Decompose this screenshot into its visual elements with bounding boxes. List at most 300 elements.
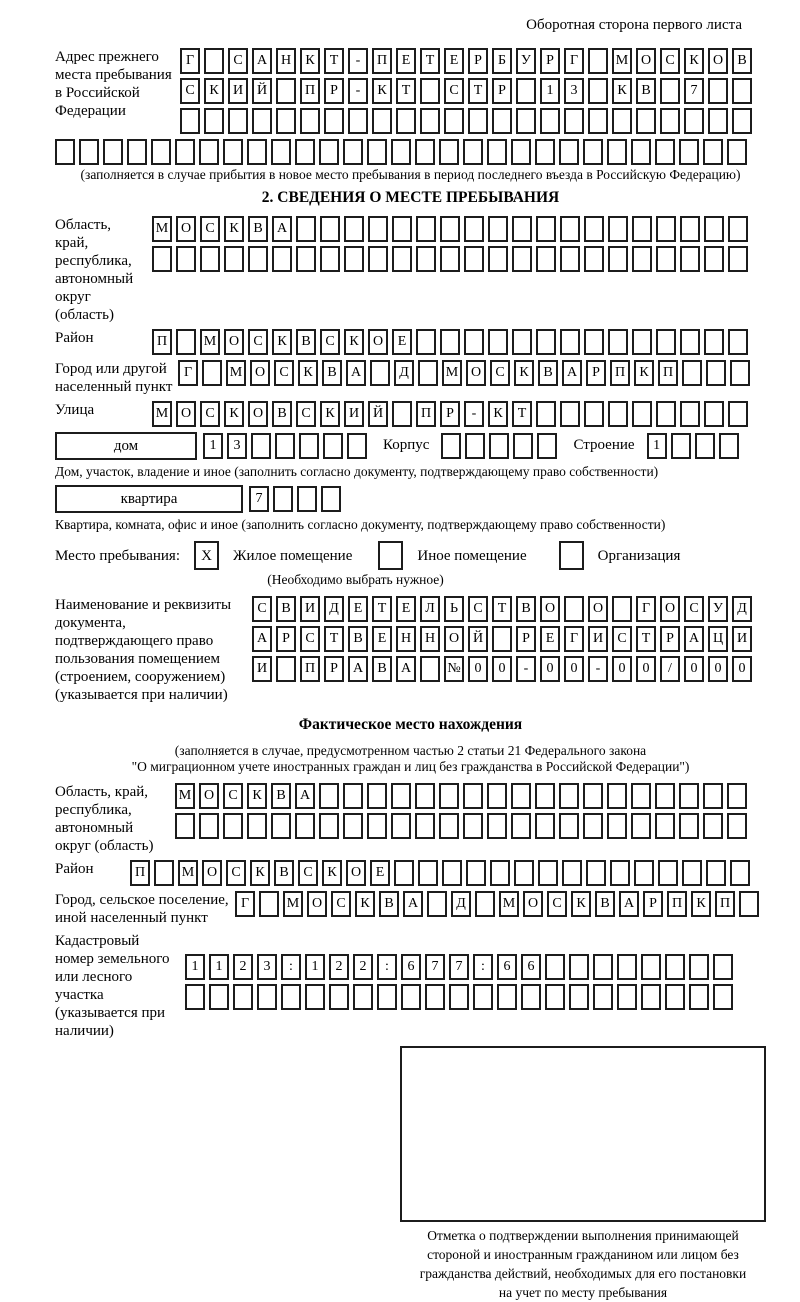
char-box[interactable]: [103, 139, 123, 165]
char-box[interactable]: [535, 783, 555, 809]
char-box[interactable]: [442, 860, 462, 886]
checkbox-zhiloe[interactable]: X: [194, 541, 219, 570]
char-box[interactable]: [564, 596, 584, 622]
char-box[interactable]: [391, 813, 411, 839]
char-box[interactable]: М: [226, 360, 246, 386]
char-box[interactable]: О: [444, 626, 464, 652]
char-box[interactable]: 2: [353, 954, 373, 980]
char-box[interactable]: В: [274, 860, 294, 886]
char-box[interactable]: :: [473, 954, 493, 980]
char-box[interactable]: К: [355, 891, 375, 917]
char-box[interactable]: [473, 984, 493, 1010]
char-box[interactable]: В: [322, 360, 342, 386]
char-box[interactable]: [367, 783, 387, 809]
char-box[interactable]: [511, 139, 531, 165]
char-box[interactable]: [679, 813, 699, 839]
char-box[interactable]: О: [250, 360, 270, 386]
char-box[interactable]: [475, 891, 495, 917]
char-box[interactable]: К: [322, 860, 342, 886]
char-box[interactable]: [608, 329, 628, 355]
char-box[interactable]: С: [274, 360, 294, 386]
char-box[interactable]: Е: [396, 48, 416, 74]
char-box[interactable]: [560, 329, 580, 355]
char-box[interactable]: И: [300, 596, 320, 622]
char-box[interactable]: [708, 78, 728, 104]
char-box[interactable]: В: [595, 891, 615, 917]
char-box[interactable]: П: [300, 78, 320, 104]
char-box[interactable]: [465, 433, 485, 459]
char-box[interactable]: 7: [425, 954, 445, 980]
char-box[interactable]: Т: [636, 626, 656, 652]
char-box[interactable]: С: [490, 360, 510, 386]
char-box[interactable]: [427, 891, 447, 917]
char-box[interactable]: [703, 813, 723, 839]
char-box[interactable]: [730, 860, 750, 886]
char-box[interactable]: О: [708, 48, 728, 74]
char-box[interactable]: [464, 329, 484, 355]
char-box[interactable]: К: [684, 48, 704, 74]
char-box[interactable]: [559, 783, 579, 809]
char-box[interactable]: [223, 139, 243, 165]
char-box[interactable]: [584, 401, 604, 427]
char-box[interactable]: №: [444, 656, 464, 682]
char-box[interactable]: [610, 860, 630, 886]
char-box[interactable]: [536, 401, 556, 427]
char-box[interactable]: [497, 984, 517, 1010]
char-box[interactable]: [492, 108, 512, 134]
char-box[interactable]: 0: [708, 656, 728, 682]
char-box[interactable]: [636, 108, 656, 134]
char-box[interactable]: [569, 984, 589, 1010]
char-box[interactable]: [271, 139, 291, 165]
char-box[interactable]: С: [300, 626, 320, 652]
char-box[interactable]: [200, 246, 220, 272]
char-box[interactable]: [416, 216, 436, 242]
char-box[interactable]: [55, 139, 75, 165]
char-box[interactable]: 3: [564, 78, 584, 104]
char-box[interactable]: [248, 246, 268, 272]
char-box[interactable]: [632, 216, 652, 242]
char-box[interactable]: П: [715, 891, 735, 917]
char-box[interactable]: Р: [586, 360, 606, 386]
char-box[interactable]: [176, 329, 196, 355]
char-box[interactable]: [703, 139, 723, 165]
char-box[interactable]: И: [228, 78, 248, 104]
char-box[interactable]: [259, 891, 279, 917]
char-box[interactable]: К: [571, 891, 591, 917]
char-box[interactable]: Е: [370, 860, 390, 886]
char-box[interactable]: [728, 246, 748, 272]
char-box[interactable]: [514, 860, 534, 886]
char-box[interactable]: А: [346, 360, 366, 386]
char-box[interactable]: Д: [394, 360, 414, 386]
char-box[interactable]: Т: [468, 78, 488, 104]
char-box[interactable]: [252, 108, 272, 134]
char-box[interactable]: [449, 984, 469, 1010]
char-box[interactable]: П: [152, 329, 172, 355]
char-box[interactable]: [704, 216, 724, 242]
char-box[interactable]: [559, 139, 579, 165]
char-box[interactable]: П: [416, 401, 436, 427]
char-box[interactable]: С: [226, 860, 246, 886]
char-box[interactable]: М: [178, 860, 198, 886]
char-box[interactable]: [425, 984, 445, 1010]
char-box[interactable]: [584, 329, 604, 355]
char-box[interactable]: П: [130, 860, 150, 886]
char-box[interactable]: Б: [492, 48, 512, 74]
char-box[interactable]: [348, 108, 368, 134]
char-box[interactable]: К: [247, 783, 267, 809]
char-box[interactable]: /: [660, 656, 680, 682]
char-box[interactable]: [344, 246, 364, 272]
char-box[interactable]: [344, 216, 364, 242]
char-box[interactable]: [490, 860, 510, 886]
char-box[interactable]: [353, 984, 373, 1010]
char-box[interactable]: И: [344, 401, 364, 427]
char-box[interactable]: О: [636, 48, 656, 74]
char-box[interactable]: [257, 984, 277, 1010]
char-box[interactable]: [608, 246, 628, 272]
char-box[interactable]: [634, 860, 654, 886]
char-box[interactable]: Е: [392, 329, 412, 355]
char-box[interactable]: 1: [647, 433, 667, 459]
char-box[interactable]: [228, 108, 248, 134]
char-box[interactable]: [535, 813, 555, 839]
char-box[interactable]: [416, 246, 436, 272]
char-box[interactable]: Т: [420, 48, 440, 74]
char-box[interactable]: [329, 984, 349, 1010]
char-box[interactable]: [464, 216, 484, 242]
char-box[interactable]: [656, 216, 676, 242]
char-box[interactable]: А: [252, 48, 272, 74]
char-box[interactable]: В: [272, 401, 292, 427]
char-box[interactable]: К: [612, 78, 632, 104]
char-box[interactable]: Й: [468, 626, 488, 652]
char-box[interactable]: С: [331, 891, 351, 917]
char-box[interactable]: [612, 108, 632, 134]
char-box[interactable]: В: [276, 596, 296, 622]
char-box[interactable]: Л: [420, 596, 440, 622]
char-box[interactable]: [512, 329, 532, 355]
char-box[interactable]: [487, 813, 507, 839]
char-box[interactable]: [175, 813, 195, 839]
char-box[interactable]: К: [250, 860, 270, 886]
char-box[interactable]: [631, 139, 651, 165]
char-box[interactable]: С: [612, 626, 632, 652]
char-box[interactable]: [463, 783, 483, 809]
char-box[interactable]: У: [708, 596, 728, 622]
char-box[interactable]: [127, 139, 147, 165]
char-box[interactable]: [324, 108, 344, 134]
char-box[interactable]: [275, 433, 295, 459]
char-box[interactable]: [368, 246, 388, 272]
char-box[interactable]: -: [464, 401, 484, 427]
char-box[interactable]: П: [667, 891, 687, 917]
char-box[interactable]: [607, 139, 627, 165]
char-box[interactable]: [154, 860, 174, 886]
char-box[interactable]: К: [204, 78, 224, 104]
char-box[interactable]: О: [346, 860, 366, 886]
char-box[interactable]: [185, 984, 205, 1010]
char-box[interactable]: [271, 813, 291, 839]
char-box[interactable]: Г: [180, 48, 200, 74]
char-box[interactable]: [276, 78, 296, 104]
char-box[interactable]: [632, 401, 652, 427]
char-box[interactable]: [420, 78, 440, 104]
char-box[interactable]: [562, 860, 582, 886]
char-box[interactable]: К: [320, 401, 340, 427]
checkbox-organizatsiya[interactable]: [559, 541, 584, 570]
char-box[interactable]: Р: [660, 626, 680, 652]
char-box[interactable]: [513, 433, 533, 459]
char-box[interactable]: Г: [178, 360, 198, 386]
char-box[interactable]: В: [348, 626, 368, 652]
char-box[interactable]: 6: [521, 954, 541, 980]
char-box[interactable]: Д: [324, 596, 344, 622]
char-box[interactable]: [739, 891, 759, 917]
char-box[interactable]: :: [377, 954, 397, 980]
char-box[interactable]: Ц: [708, 626, 728, 652]
char-box[interactable]: [607, 813, 627, 839]
char-box[interactable]: К: [372, 78, 392, 104]
char-box[interactable]: М: [152, 216, 172, 242]
char-box[interactable]: В: [296, 329, 316, 355]
char-box[interactable]: [392, 216, 412, 242]
char-box[interactable]: [251, 433, 271, 459]
char-box[interactable]: [655, 813, 675, 839]
char-box[interactable]: [727, 139, 747, 165]
char-box[interactable]: [377, 984, 397, 1010]
char-box[interactable]: [631, 813, 651, 839]
char-box[interactable]: [511, 783, 531, 809]
char-box[interactable]: [305, 984, 325, 1010]
char-box[interactable]: -: [588, 656, 608, 682]
char-box[interactable]: Р: [440, 401, 460, 427]
char-box[interactable]: Н: [276, 48, 296, 74]
char-box[interactable]: [679, 783, 699, 809]
char-box[interactable]: [368, 216, 388, 242]
char-box[interactable]: Т: [512, 401, 532, 427]
char-box[interactable]: П: [300, 656, 320, 682]
char-box[interactable]: О: [176, 401, 196, 427]
char-box[interactable]: [233, 984, 253, 1010]
char-box[interactable]: [665, 984, 685, 1010]
char-box[interactable]: [584, 246, 604, 272]
char-box[interactable]: [152, 246, 172, 272]
char-box[interactable]: [713, 954, 733, 980]
char-box[interactable]: 0: [684, 656, 704, 682]
char-box[interactable]: В: [379, 891, 399, 917]
char-box[interactable]: [415, 813, 435, 839]
char-box[interactable]: 2: [233, 954, 253, 980]
char-box[interactable]: [295, 813, 315, 839]
char-box[interactable]: [296, 216, 316, 242]
char-box[interactable]: Р: [468, 48, 488, 74]
char-box[interactable]: [704, 329, 724, 355]
char-box[interactable]: [560, 216, 580, 242]
char-box[interactable]: [391, 783, 411, 809]
char-box[interactable]: А: [396, 656, 416, 682]
char-box[interactable]: Р: [492, 78, 512, 104]
char-box[interactable]: [535, 139, 555, 165]
char-box[interactable]: [295, 139, 315, 165]
char-box[interactable]: К: [488, 401, 508, 427]
char-box[interactable]: В: [538, 360, 558, 386]
char-box[interactable]: [247, 139, 267, 165]
char-box[interactable]: [299, 433, 319, 459]
char-box[interactable]: Р: [540, 48, 560, 74]
char-box[interactable]: О: [202, 860, 222, 886]
char-box[interactable]: [276, 656, 296, 682]
char-box[interactable]: [272, 246, 292, 272]
char-box[interactable]: [420, 108, 440, 134]
char-box[interactable]: [392, 246, 412, 272]
checkbox-inoe[interactable]: [378, 541, 403, 570]
char-box[interactable]: 0: [468, 656, 488, 682]
dom-box[interactable]: дом: [55, 432, 197, 460]
char-box[interactable]: [367, 139, 387, 165]
char-box[interactable]: [415, 783, 435, 809]
char-box[interactable]: 1: [305, 954, 325, 980]
char-box[interactable]: [394, 860, 414, 886]
char-box[interactable]: [588, 108, 608, 134]
char-box[interactable]: 7: [684, 78, 704, 104]
char-box[interactable]: К: [224, 216, 244, 242]
char-box[interactable]: [588, 78, 608, 104]
char-box[interactable]: [655, 783, 675, 809]
char-box[interactable]: [468, 108, 488, 134]
char-box[interactable]: К: [514, 360, 534, 386]
char-box[interactable]: Г: [636, 596, 656, 622]
char-box[interactable]: [727, 813, 747, 839]
char-box[interactable]: [487, 783, 507, 809]
char-box[interactable]: С: [248, 329, 268, 355]
char-box[interactable]: Н: [420, 626, 440, 652]
char-box[interactable]: 6: [401, 954, 421, 980]
char-box[interactable]: Н: [396, 626, 416, 652]
char-box[interactable]: [617, 984, 637, 1010]
char-box[interactable]: П: [610, 360, 630, 386]
char-box[interactable]: [347, 433, 367, 459]
char-box[interactable]: [680, 401, 700, 427]
char-box[interactable]: [488, 216, 508, 242]
char-box[interactable]: [632, 246, 652, 272]
char-box[interactable]: М: [499, 891, 519, 917]
char-box[interactable]: С: [228, 48, 248, 74]
char-box[interactable]: [682, 360, 702, 386]
char-box[interactable]: [612, 596, 632, 622]
char-box[interactable]: [537, 433, 557, 459]
char-box[interactable]: Е: [372, 626, 392, 652]
char-box[interactable]: [713, 984, 733, 1010]
char-box[interactable]: [660, 108, 680, 134]
char-box[interactable]: [727, 783, 747, 809]
char-box[interactable]: 0: [564, 656, 584, 682]
char-box[interactable]: С: [444, 78, 464, 104]
char-box[interactable]: [560, 401, 580, 427]
char-box[interactable]: И: [732, 626, 752, 652]
char-box[interactable]: Т: [492, 596, 512, 622]
char-box[interactable]: [708, 108, 728, 134]
char-box[interactable]: [180, 108, 200, 134]
char-box[interactable]: [463, 139, 483, 165]
char-box[interactable]: С: [180, 78, 200, 104]
char-box[interactable]: [704, 401, 724, 427]
char-box[interactable]: [439, 813, 459, 839]
char-box[interactable]: 0: [612, 656, 632, 682]
char-box[interactable]: О: [368, 329, 388, 355]
char-box[interactable]: [588, 48, 608, 74]
char-box[interactable]: С: [200, 401, 220, 427]
char-box[interactable]: [689, 954, 709, 980]
char-box[interactable]: [420, 656, 440, 682]
char-box[interactable]: Е: [444, 48, 464, 74]
char-box[interactable]: -: [348, 48, 368, 74]
char-box[interactable]: Й: [252, 78, 272, 104]
char-box[interactable]: [608, 401, 628, 427]
char-box[interactable]: [728, 329, 748, 355]
char-box[interactable]: Р: [643, 891, 663, 917]
char-box[interactable]: [209, 984, 229, 1010]
char-box[interactable]: [439, 139, 459, 165]
char-box[interactable]: [658, 860, 678, 886]
char-box[interactable]: [199, 813, 219, 839]
char-box[interactable]: Р: [516, 626, 536, 652]
char-box[interactable]: [608, 216, 628, 242]
char-box[interactable]: С: [223, 783, 243, 809]
char-box[interactable]: [584, 216, 604, 242]
char-box[interactable]: К: [344, 329, 364, 355]
char-box[interactable]: [583, 783, 603, 809]
char-box[interactable]: [511, 813, 531, 839]
char-box[interactable]: [440, 329, 460, 355]
char-box[interactable]: [680, 216, 700, 242]
char-box[interactable]: [319, 139, 339, 165]
char-box[interactable]: [343, 783, 363, 809]
char-box[interactable]: О: [588, 596, 608, 622]
char-box[interactable]: [607, 783, 627, 809]
char-box[interactable]: [441, 433, 461, 459]
char-box[interactable]: Т: [324, 626, 344, 652]
char-box[interactable]: [728, 216, 748, 242]
char-box[interactable]: [204, 48, 224, 74]
char-box[interactable]: О: [523, 891, 543, 917]
char-box[interactable]: [689, 984, 709, 1010]
char-box[interactable]: [440, 216, 460, 242]
char-box[interactable]: [732, 78, 752, 104]
char-box[interactable]: Р: [324, 656, 344, 682]
char-box[interactable]: М: [175, 783, 195, 809]
char-box[interactable]: [680, 329, 700, 355]
char-box[interactable]: С: [684, 596, 704, 622]
char-box[interactable]: [680, 246, 700, 272]
char-box[interactable]: А: [619, 891, 639, 917]
char-box[interactable]: [728, 401, 748, 427]
char-box[interactable]: Т: [324, 48, 344, 74]
char-box[interactable]: [671, 433, 691, 459]
char-box[interactable]: 6: [497, 954, 517, 980]
char-box[interactable]: А: [562, 360, 582, 386]
char-box[interactable]: М: [200, 329, 220, 355]
char-box[interactable]: [488, 246, 508, 272]
char-box[interactable]: [656, 329, 676, 355]
char-box[interactable]: И: [588, 626, 608, 652]
char-box[interactable]: [538, 860, 558, 886]
char-box[interactable]: [320, 216, 340, 242]
char-box[interactable]: [559, 813, 579, 839]
char-box[interactable]: [464, 246, 484, 272]
char-box[interactable]: [319, 783, 339, 809]
